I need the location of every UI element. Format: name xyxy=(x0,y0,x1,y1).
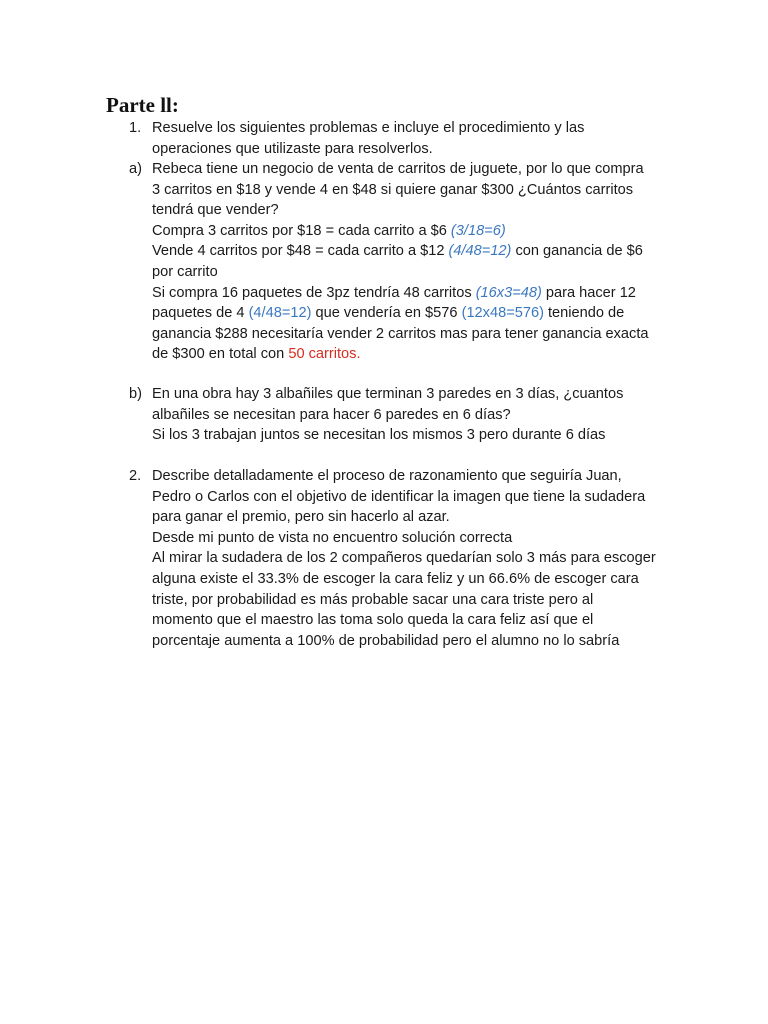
question-line: tendrá que vender? xyxy=(152,202,279,219)
list-marker: a) xyxy=(129,161,142,177)
list-item-2 xyxy=(106,466,666,651)
answer-line: momento que el maestro las toma solo queda la cara feliz así que el xyxy=(152,612,594,629)
answer-text: teniendo de xyxy=(543,305,625,322)
page-heading: Parte ll: xyxy=(106,93,179,117)
question-line: albañiles se necesitan para hacer 6 paredes en 6 días? xyxy=(152,406,511,423)
answer-line: Si los 3 trabajan juntos se necesitan los mismos 3 pero durante 6 días xyxy=(152,427,606,444)
answer-line: por carrito xyxy=(152,263,218,280)
answer-text: Si compra 16 paquetes de 3pz tendría 48 carritos xyxy=(152,284,476,301)
answer-text: Vende 4 carritos por $48 = cada carrito a $12 xyxy=(152,243,449,260)
list-marker: b) xyxy=(129,386,142,402)
question-line: Rebeca tiene un negocio de venta de carritos de juguete, por lo que compra xyxy=(152,161,644,177)
calculation: (4/48=12) xyxy=(448,243,512,260)
answer-text: con ganancia de $6 xyxy=(511,243,643,260)
answer-line: Desde mi punto de vista no encuentro solución correcta xyxy=(152,529,513,546)
list-item-1 xyxy=(106,118,666,159)
answer-text: Compra 3 carritos por $18 = cada carrito a $6 xyxy=(152,222,451,239)
list-item-b xyxy=(106,384,666,446)
instruction-line: Resuelve los siguientes problemas e incluye el procedimiento y las xyxy=(152,120,585,136)
answer-text: que vendería en $576 xyxy=(311,305,462,322)
answer-line xyxy=(152,283,666,304)
answer-line: triste, por probabilidad es más probable sacar una cara triste pero al xyxy=(152,591,594,608)
final-result: 50 carritos. xyxy=(288,346,361,363)
question-line: En una obra hay 3 albañiles que terminan 3 paredes en 3 días, ¿cuantos xyxy=(152,386,624,402)
answer-text: paquetes de 4 xyxy=(152,305,249,322)
list-marker: 1. xyxy=(129,120,142,136)
answer-line xyxy=(152,221,666,242)
instruction-line: operaciones que utilizaste para resolverlos. xyxy=(152,140,433,157)
question-line: Pedro o Carlos con el objetivo de identificar la imagen que tiene la sudadera xyxy=(152,488,646,505)
answer-line xyxy=(152,303,666,324)
answer-line: Al mirar la sudadera de los 2 compañeros quedarían solo 3 más para escoger xyxy=(152,550,656,567)
question-line: Describe detalladamente el proceso de razonamiento que seguiría Juan, xyxy=(152,468,622,484)
calculation: (16x3=48) xyxy=(475,284,542,301)
answer-line xyxy=(152,241,666,262)
answer-line: porcentaje aumenta a 100% de probabilidad pero el alumno no lo sabría xyxy=(152,632,620,649)
question-line: 3 carritos en $18 y vende 4 en $48 si quiere ganar $300 ¿Cuántos carritos xyxy=(152,181,634,198)
answer-text: para hacer 12 xyxy=(541,284,636,301)
answer-line xyxy=(152,344,666,365)
question-line: para ganar el premio, pero sin hacerlo al azar. xyxy=(152,509,450,526)
calculation: (12x48=576) xyxy=(461,305,544,322)
calculation: (3/18=6) xyxy=(450,222,506,239)
list-item-a xyxy=(106,159,666,365)
answer-line: ganancia $288 necesitaría vender 2 carritos mas para tener ganancia exacta xyxy=(152,325,649,342)
answer-text: de $300 en total con xyxy=(152,346,289,363)
answer-line: alguna existe el 33.3% de escoger la cara feliz y un 66.6% de escoger cara xyxy=(152,570,639,587)
calculation: (4/48=12) xyxy=(248,305,312,322)
list-marker: 2. xyxy=(129,468,142,484)
